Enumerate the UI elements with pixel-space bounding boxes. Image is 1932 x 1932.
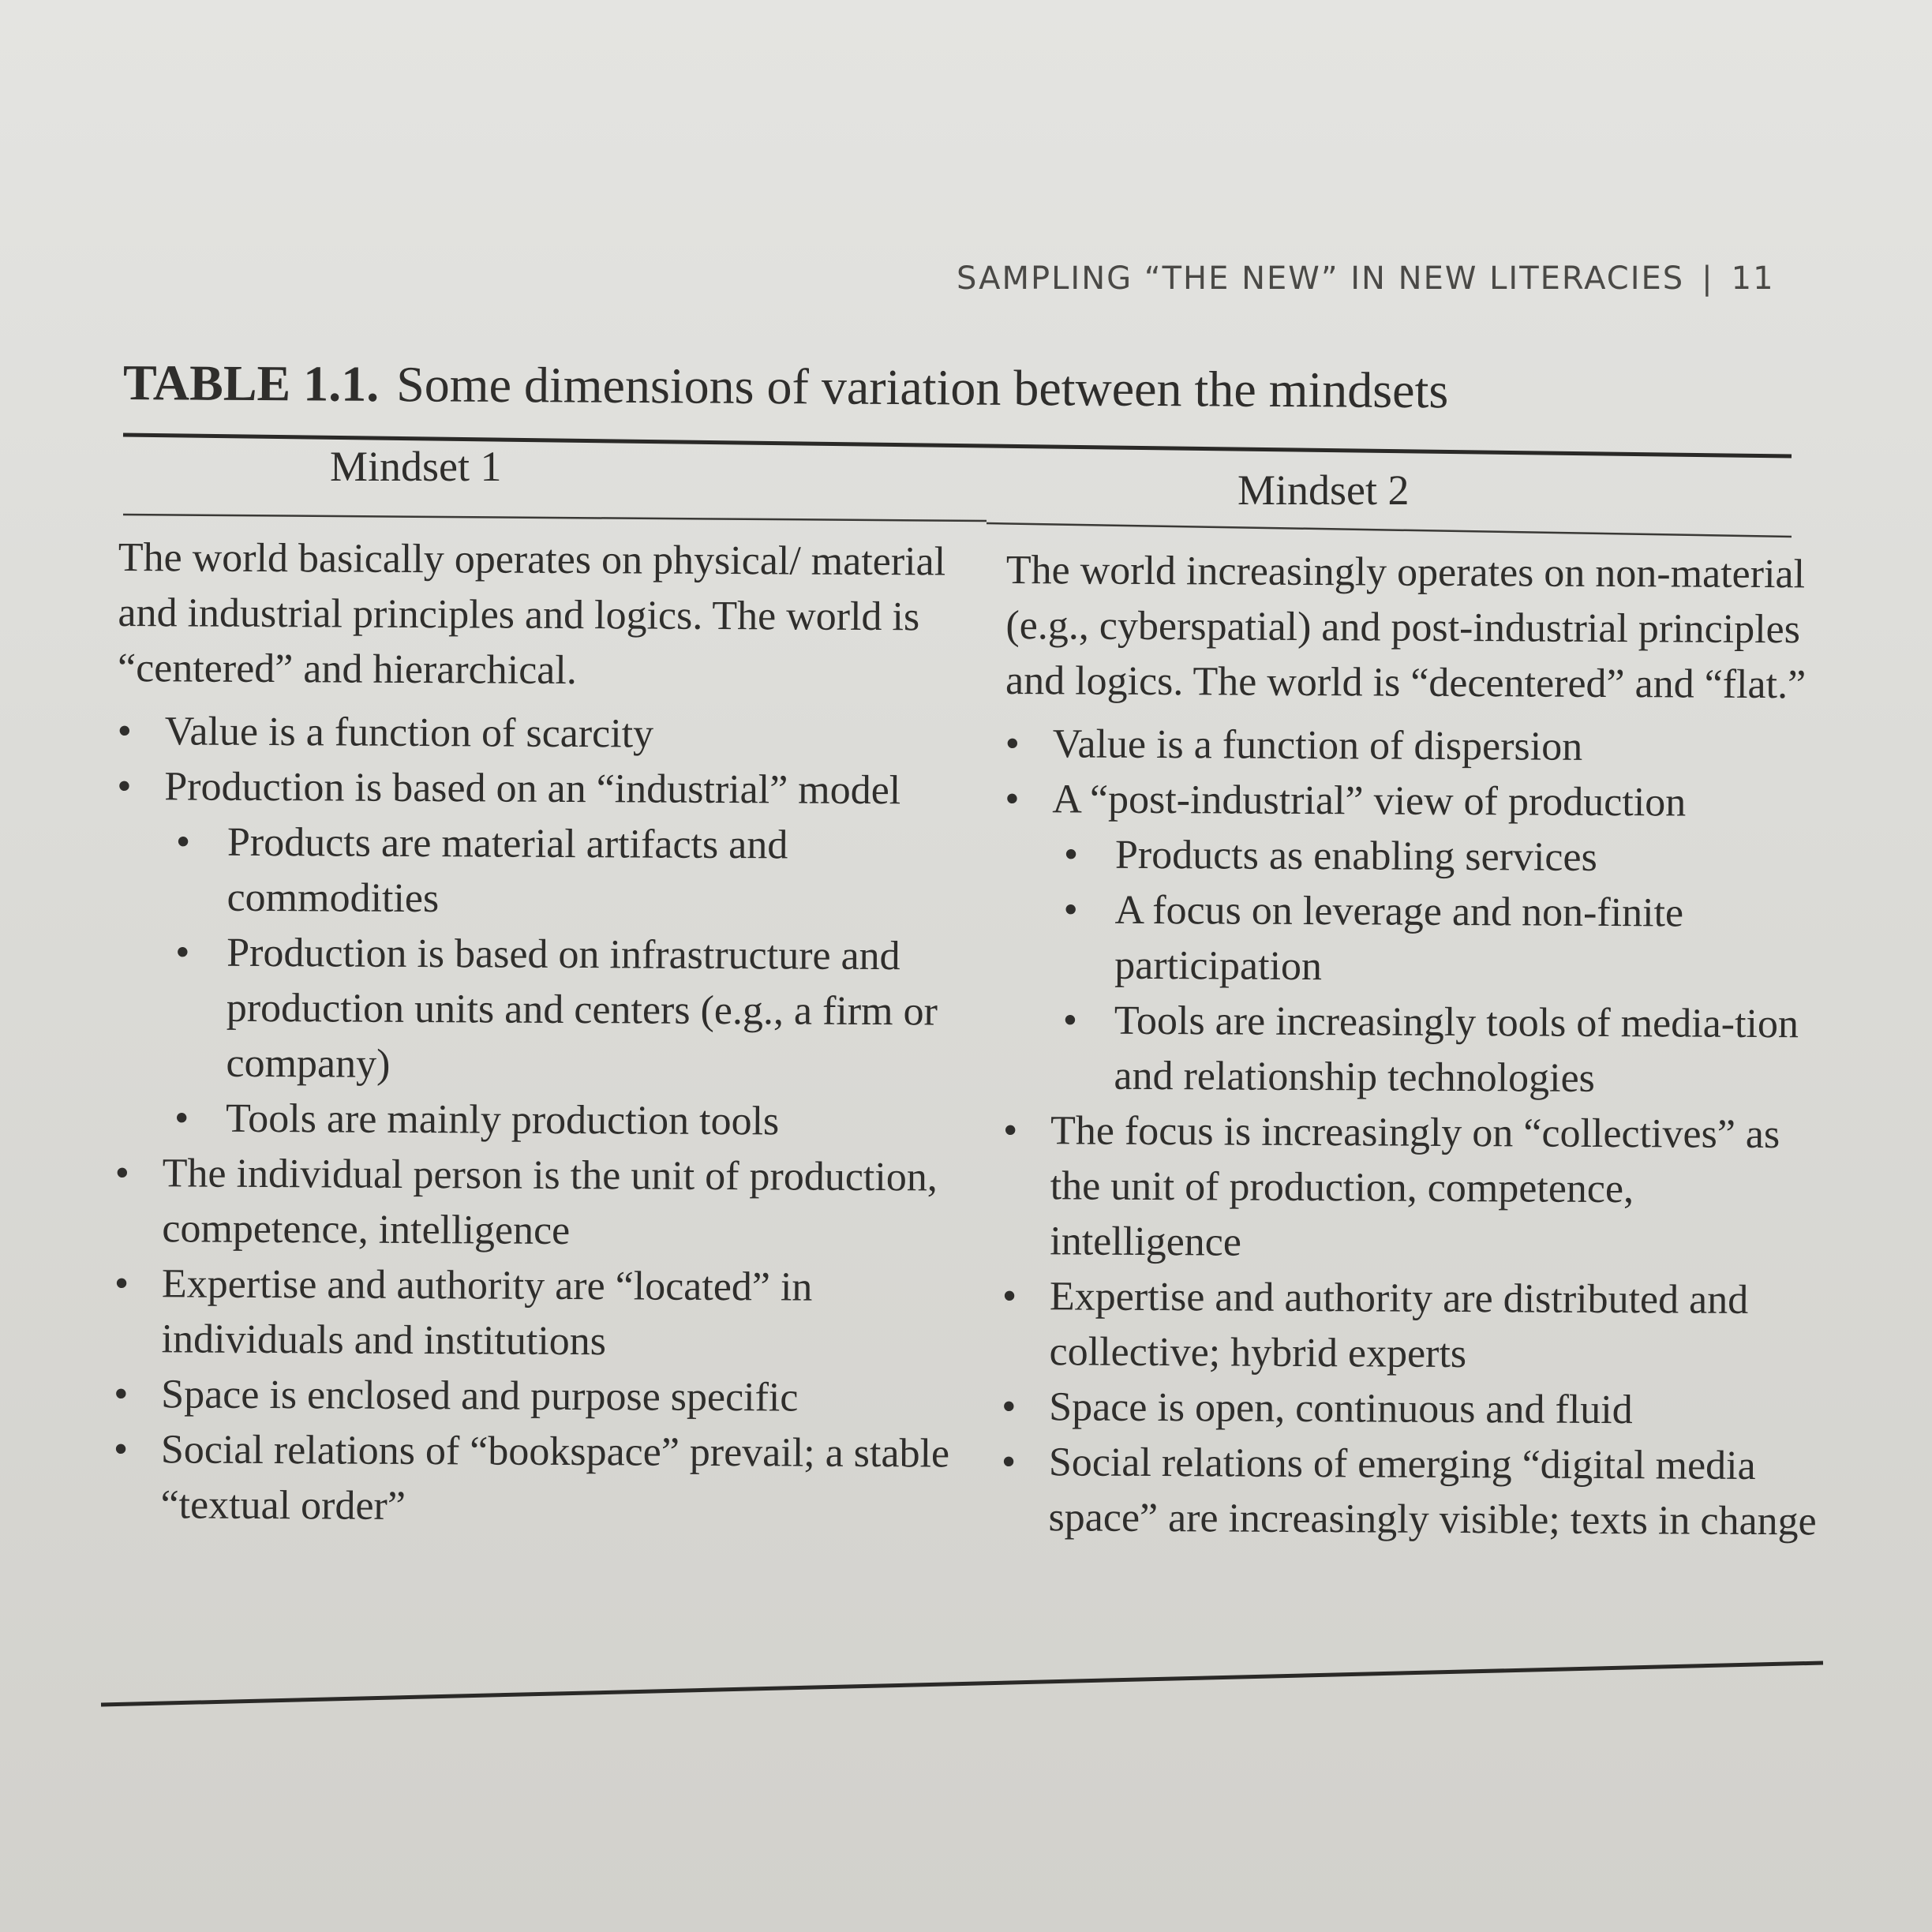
mindset-2-column	[1001, 543, 1823, 1549]
table-caption-text: Some dimensions of variation between the mindsets	[395, 356, 1449, 419]
list-item: • Social relations of “bookspace” prevail; a stable “textual order”	[113, 1422, 966, 1537]
column-header-mindset-2: Mindset 2	[1237, 466, 1410, 514]
list-item: • Tools are increasingly tools of media-tion and relationship technologies	[1003, 993, 1821, 1107]
list-item: • Production is based on infrastructure and production units and centers (e.g., a firm or company)	[115, 925, 968, 1095]
mindset-2-intro: The world increasingly operates on non-material (e.g., cyberspatial) and post-industrial principles and logics. The world is “decentered” and “flat.”	[1005, 547, 1807, 708]
list-item: • Products as enabling services	[1005, 827, 1822, 886]
list-item: • The individual person is the unit of production, competence, intelligence	[114, 1146, 968, 1261]
list-item: • Social relations of emerging “digital media space” are increasingly visible; texts in change	[1001, 1435, 1818, 1549]
list-item: • Products are material artifacts and commodities	[116, 814, 969, 930]
list-item: • Expertise and authority are “located” in individuals and institutions	[114, 1256, 967, 1372]
running-head-title: SAMPLING “THE NEW” IN NEW LITERACIES	[957, 260, 1685, 297]
list-item: • Space is open, continuous and fluid	[1002, 1380, 1818, 1439]
list-item: • Expertise and authority are distributed and collective; hybrid experts	[1002, 1269, 1819, 1383]
list-item: • A “post-industrial” view of production	[1005, 772, 1822, 831]
mindset-1-intro: The world basically operates on physical/ material and industrial principles and logics. The world is “centered” and hierarchical.	[117, 534, 946, 694]
list-item: • Value is a function of scarcity	[117, 704, 969, 764]
bottom-rule	[101, 1663, 1823, 1705]
list-item: • Value is a function of dispersion	[1005, 717, 1822, 776]
mindset-1-column	[113, 530, 971, 1537]
mindset-1-list	[113, 704, 969, 1537]
list-item: • The focus is increasingly on “collectives” as the unit of production, competence, intelligence	[1002, 1103, 1820, 1273]
page-number: 11	[1731, 260, 1775, 297]
column-header-mindset-1: Mindset 1	[330, 443, 502, 490]
header-rule-left	[123, 515, 987, 521]
list-item: • A focus on leverage and non-finite participation	[1004, 882, 1822, 997]
header-rule-right	[987, 523, 1792, 537]
separator: |	[1702, 260, 1714, 297]
table-label: TABLE 1.1.	[122, 354, 380, 412]
list-item: • Tools are mainly production tools	[115, 1091, 968, 1151]
mindset-2-list	[1001, 717, 1822, 1549]
list-item: • Production is based on an “industrial” model	[117, 759, 969, 819]
list-item: • Space is enclosed and purpose specific	[114, 1367, 966, 1427]
